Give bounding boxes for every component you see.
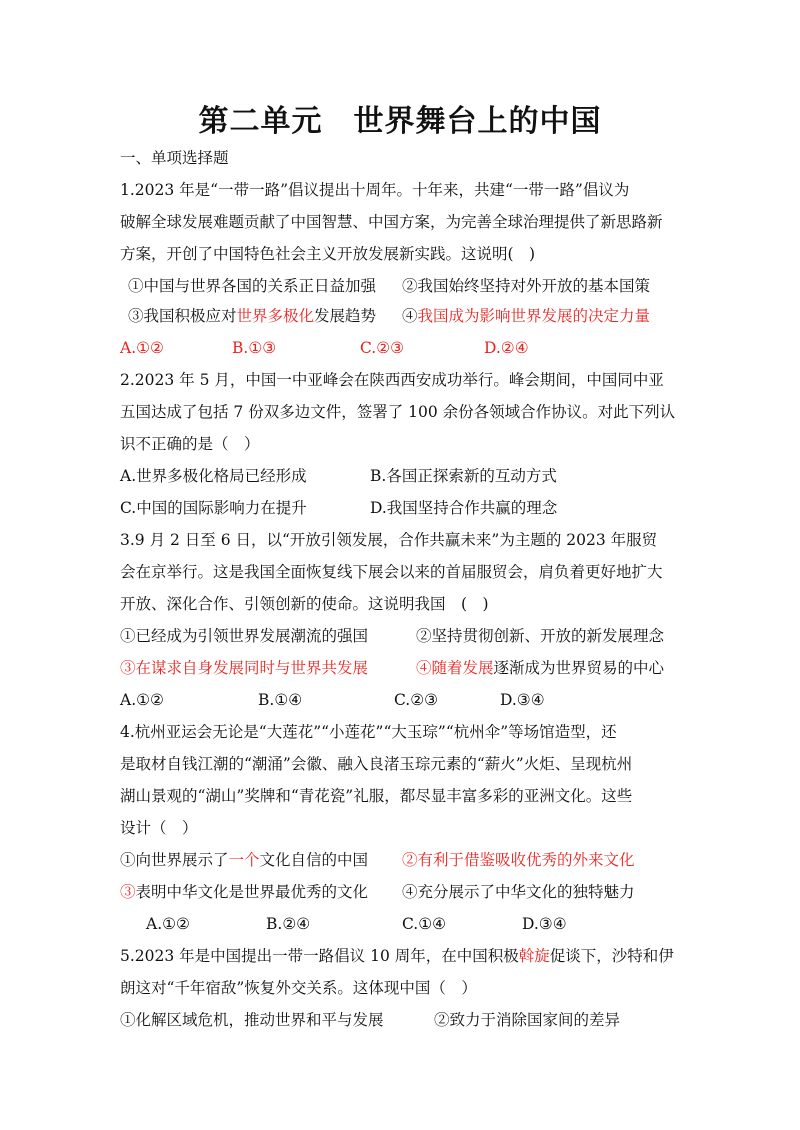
q1-statement-1: ①中国与世界各国的关系正日益加强 [128,277,377,295]
q2-option-d: D.我国坚持合作共赢的理念 [370,499,558,517]
q5-stem-part-2: 促谈下，沙特和伊 [549,947,674,965]
q4-statement-1-highlight: 一个 [228,851,260,869]
q3-statement-1: ①已经成为引领世界发展潮流的强国 [120,627,369,645]
q1-stem-line-2: 破解全球发展难题贡献了中国智慧、中国方案，为完善全球治理提供了新思路新 [120,213,663,231]
q4-statement-1-part-2: 文化自信的中国 [259,851,369,869]
q5-statement-1: ①化解区域危机，推动世界和平与发展 [120,1011,384,1029]
q4-statement-4: ④充分展示了中华文化的独特魅力 [402,883,635,901]
q3-statement-4-highlight: ④随着发展 [416,659,494,677]
q3-statement-3: ③在谋求自身发展同时与世界共发展 [120,659,369,677]
q3-statement-4 [416,658,664,678]
q1-option-c: C.②③ [360,339,405,357]
q4-stem-line-2: 是取材自钱江潮的“潮涌”会徽、融入良渚玉琮元素的“薪火”火炬、呈现杭州 [120,755,633,773]
page-title: 第二单元 世界舞台上的中国 [198,104,602,139]
q3-stem-line-1: 3.9 月 2 日至 6 日，以“开放引领发展，合作共赢未来”为主题的 2023 年服贸 [120,531,658,549]
q1-statement-4-number: ④ [402,307,418,325]
q1-statement-3 [128,306,376,326]
q3-option-c: C.②③ [394,691,439,709]
q1-statement-3-highlight: 世界多极化 [236,307,315,325]
q4-option-a: A.①② [146,915,190,933]
q1-option-d: D.②④ [484,339,529,357]
q3-option-d: D.③④ [500,691,545,709]
q3-stem-line-3: 开放、深化合作、引领创新的使命。这说明我国 ( ) [120,595,489,613]
q4-statement-2: ②有利于借鉴吸收优秀的外来文化 [402,851,635,869]
q3-statement-2: ②坚持贯彻创新、开放的新发展理念 [416,627,665,645]
q5-statement-2: ②致力于消除国家间的差异 [434,1011,621,1029]
q2-option-c: C.中国的国际影响力在提升 [120,499,307,517]
q5-stem-highlight: 斡旋 [518,947,550,965]
q5-stem-line-2: 朗这对“千年宿敌”恢复外交关系。这体现中国（ ） [120,979,477,997]
q1-stem-line-3: 方案，开创了中国特色社会主义开放发展新实践。这说明( ) [120,245,536,263]
q4-stem-line-4: 设计（ ） [120,819,198,837]
q4-statement-3-text: 表明中华文化是世界最优秀的文化 [135,883,369,901]
q5-stem-part-1: 5.2023 年是中国提出一带一路倡议 10 周年，在中国积极 [120,947,519,965]
q4-option-d: D.③④ [522,915,567,933]
q2-option-b: B.各国正探索新的互动方式 [370,467,557,485]
q4-statement-1-part-1: ①向世界展示了 [120,851,229,869]
q1-statement-4-highlight: 我国成为影响世界发展的决定力量 [417,307,651,325]
q4-statement-3-number: ③ [120,883,136,901]
q3-option-a: A.①② [120,691,164,709]
section-heading: 一、单项选择题 [120,149,229,167]
q2-stem-line-1: 2.2023 年 5 月，中国一中亚峰会在陕西西安成功举行。峰会期间，中国同中亚 [120,371,664,389]
q1-statement-2: ②我国始终坚持对外开放的基本国策 [402,277,651,295]
q4-option-c: C.①④ [402,915,447,933]
q4-statement-1 [120,850,368,870]
q4-option-b: B.②④ [266,915,311,933]
q5-stem-line-1 [120,946,674,966]
q1-stem-line-1: 1.2023 年是“一带一路”倡议提出十周年。十年来，共建“一带一路”倡议为 [120,181,630,199]
q3-option-b: B.①④ [258,691,303,709]
q4-stem-line-1: 4.杭州亚运会无论是“大莲花”“小莲花”“大玉琮”“杭州伞”等场馆造型，还 [120,723,617,741]
q1-statement-3-part-1: ③我国积极应对 [128,307,237,325]
q2-option-a: A.世界多极化格局已经形成 [120,467,307,485]
q3-statement-4-rest: 逐渐成为世界贸易的中心 [493,659,665,677]
q4-stem-line-3: 湖山景观的“湖山”奖牌和“青花瓷”礼服，都尽显丰富多彩的亚洲文化。这些 [120,787,633,805]
q2-stem-line-3: 识不正确的是（ ） [120,435,260,453]
q1-option-b: B.①③ [232,339,277,357]
q1-option-a: A.①② [120,339,164,357]
q1-statement-3-part-2: 发展趋势 [314,307,377,325]
q1-statement-4 [402,306,650,326]
q3-stem-line-2: 会在京举行。这是我国全面恢复线下展会以来的首届服贸会，肩负着更好地扩大 [120,563,663,581]
q2-stem-line-2: 五国达成了包括 7 份双多边文件，签署了 100 余份各领域合作协议。对此下列认 [120,403,676,421]
q4-statement-3 [120,882,368,902]
